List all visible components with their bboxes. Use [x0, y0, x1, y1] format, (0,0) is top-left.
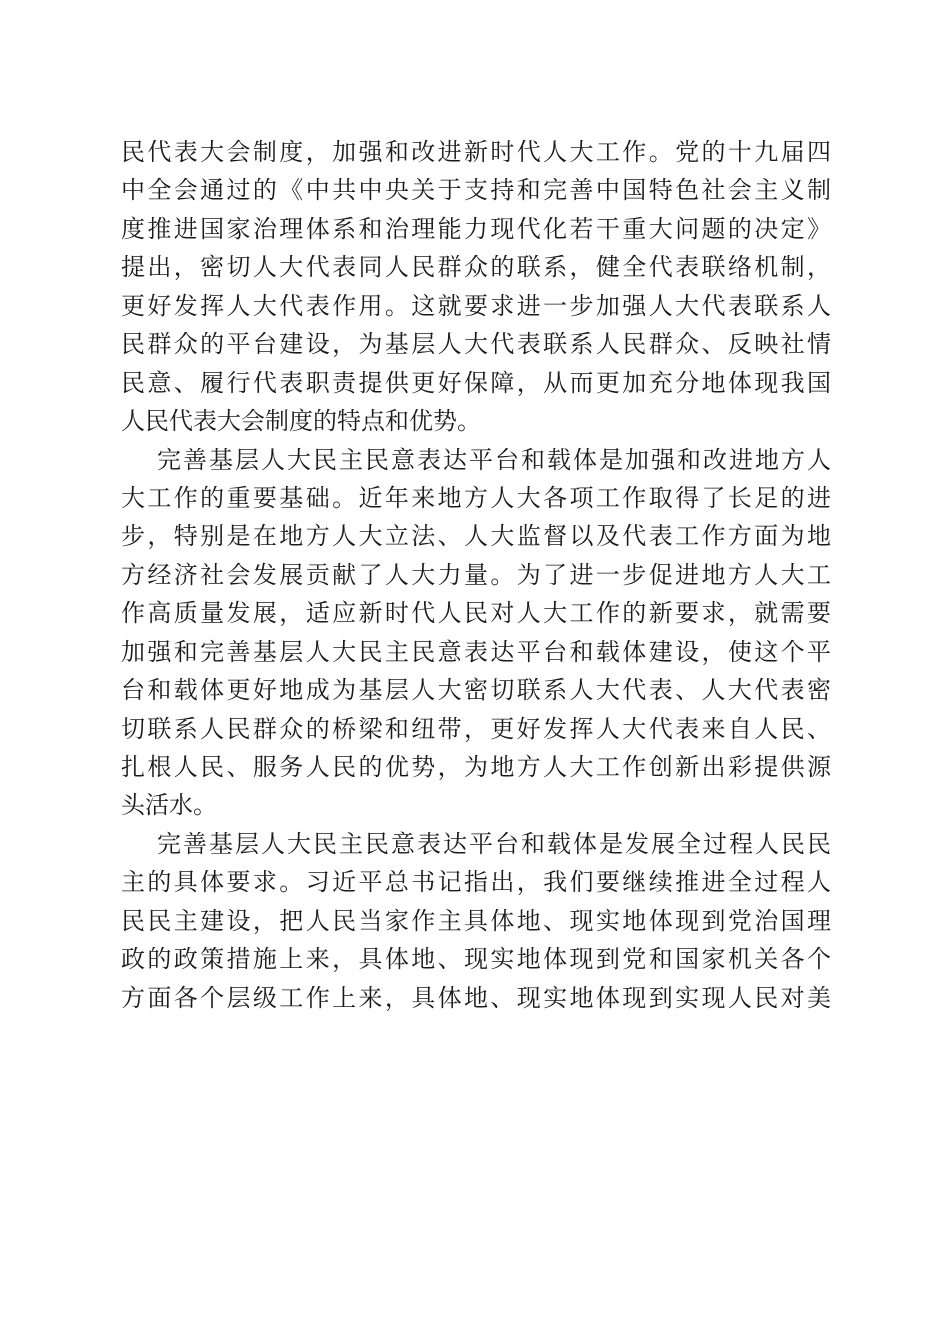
paragraph-line: 人民代表大会制度的特点和优势。 [121, 407, 481, 436]
paragraph-line: 完善基层人大民主民意表达平台和载体是加强和改进地方人 [157, 445, 831, 474]
paragraph-line: 度推进国家治理体系和治理能力现代化若干重大问题的决定》 [121, 214, 831, 243]
paragraph-2 [121, 441, 831, 825]
paragraph-line: 作高质量发展，适应新时代人民对人大工作的新要求，就需要 [121, 599, 831, 628]
paragraph-line: 头活水。 [121, 791, 217, 820]
paragraph-line: 方经济社会发展贡献了人大力量。为了进一步促进地方人大工 [121, 560, 831, 589]
paragraph-line: 提出，密切人大代表同人民群众的联系，健全代表联络机制， [121, 253, 831, 282]
paragraph-line: 民民主建设，把人民当家作主具体地、现实地体现到党治国理 [121, 906, 831, 935]
paragraph-line: 中全会通过的《中共中央关于支持和完善中国特色社会主义制 [121, 176, 831, 205]
paragraph-line: 台和载体更好地成为基层人大密切联系人大代表、人大代表密 [121, 676, 831, 705]
paragraph-line: 加强和完善基层人大民主民意表达平台和载体建设，使这个平 [121, 637, 831, 666]
paragraph-line: 步，特别是在地方人大立法、人大监督以及代表工作方面为地 [121, 522, 831, 551]
paragraph-line: 民代表大会制度，加强和改进新时代人大工作。党的十九届四 [121, 138, 831, 166]
paragraph-1 [121, 133, 831, 441]
paragraph-line: 完善基层人大民主民意表达平台和载体是发展全过程人民民 [157, 829, 831, 858]
paragraph-line: 切联系人民群众的桥梁和纽带，更好发挥人大代表来自人民、 [121, 714, 831, 743]
paragraph-3 [121, 825, 831, 1017]
paragraph-line: 更好发挥人大代表作用。这就要求进一步加强人大代表联系人 [121, 291, 831, 320]
paragraph-line: 民意、履行代表职责提供更好保障，从而更加充分地体现我国 [121, 368, 831, 397]
paragraph-line: 方面各个层级工作上来，具体地、现实地体现到实现人民对美 [121, 983, 831, 1012]
paragraph-line: 民群众的平台建设，为基层人大代表联系人民群众、反映社情 [121, 330, 831, 359]
paragraph-line: 扎根人民、服务人民的优势，为地方人大工作创新出彩提供源 [121, 753, 831, 781]
paragraph-line: 政的政策措施上来，具体地、现实地体现到党和国家机关各个 [121, 945, 831, 974]
paragraph-line: 大工作的重要基础。近年来地方人大各项工作取得了长足的进 [121, 483, 831, 512]
paragraph-line: 主的具体要求。习近平总书记指出，我们要继续推进全过程人 [121, 868, 831, 897]
document-body [121, 133, 831, 1017]
